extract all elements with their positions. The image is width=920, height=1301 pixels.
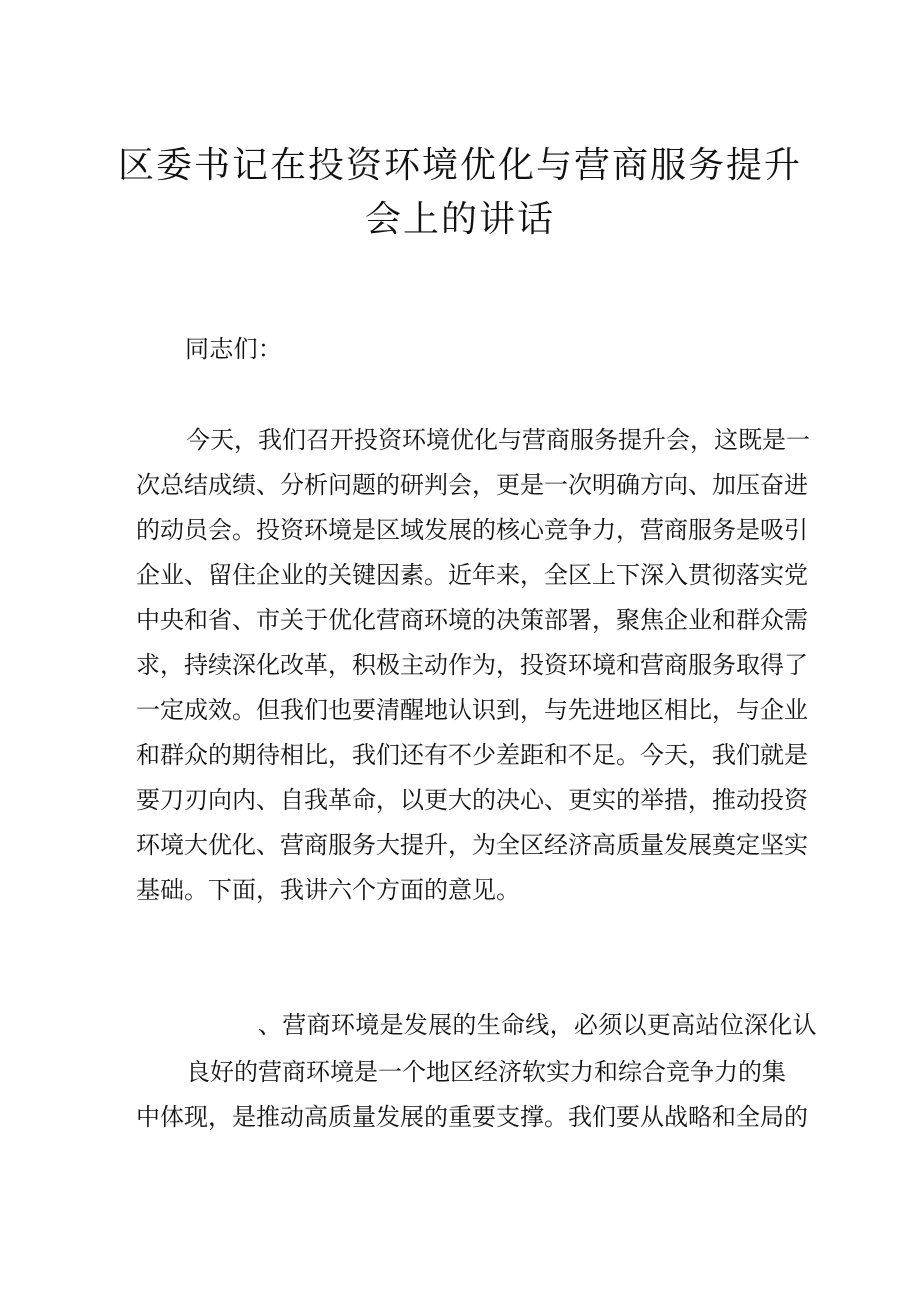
paragraph-2	[136, 1050, 808, 1140]
paragraph-line: 和群众的期待相比，我们还有不少差距和不足。今天，我们就是	[136, 741, 808, 769]
section-heading-1: 、营商环境是发展的生命线，必须以更高站位深化认	[258, 1011, 817, 1039]
document-title-line-2: 会上的讲话	[364, 199, 555, 240]
paragraph-line: 求，持续深化改革，积极主动作为，投资环境和营商服务取得了	[136, 651, 808, 679]
paragraph-line: 企业、留住企业的关键因素。近年来，全区上下深入贯彻落实党	[136, 561, 808, 589]
paragraph-line: 今天，我们召开投资环境优化与营商服务提升会，这既是一	[186, 426, 810, 454]
paragraph-line: 中央和省、市关于优化营商环境的决策部署，聚焦企业和群众需	[136, 606, 808, 634]
paragraph-line: 一定成效。但我们也要清醒地认识到，与先进地区相比，与企业	[136, 696, 808, 724]
paragraph-line: 基础。下面，我讲六个方面的意见。	[136, 876, 520, 904]
paragraph-line: 次总结成绩、分析问题的研判会，更是一次明确方向、加压奋进	[136, 471, 808, 499]
paragraph-line: 环境大优化、营商服务大提升，为全区经济高质量发展奠定坚实	[136, 831, 808, 859]
greeting: 同志们：	[185, 335, 283, 363]
paragraph-1	[136, 418, 810, 913]
paragraph-line: 的动员会。投资环境是区域发展的核心竞争力，营商服务是吸引	[136, 516, 808, 544]
paragraph-line: 要刀刃向内、自我革命，以更大的决心、更实的举措，推动投资	[136, 786, 808, 814]
paragraph-line: 良好的营商环境是一个地区经济软实力和综合竞争力的集	[186, 1058, 786, 1086]
document-title-line-1: 区委书记在投资环境优化与营商服务提升	[117, 145, 802, 186]
paragraph-line: 中体现，是推动高质量发展的重要支撑。我们要从战略和全局的	[136, 1103, 808, 1131]
